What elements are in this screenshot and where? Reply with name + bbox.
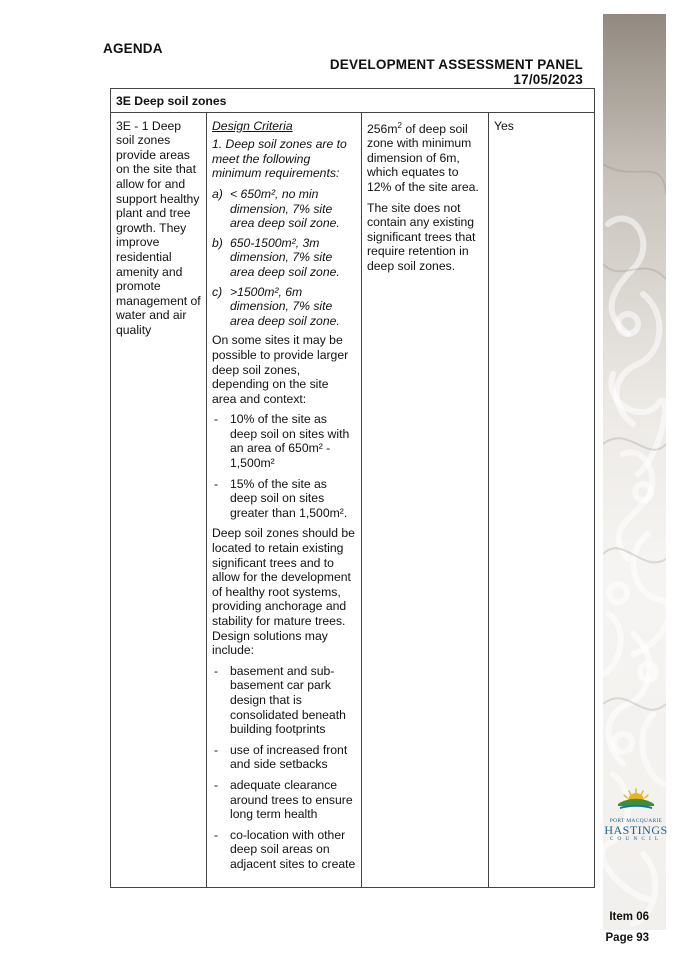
- comment-paragraph-1: [367, 119, 483, 195]
- larger-zones-intro: On some sites it may be possible to provide larger deep soil zones, depending on the site area and context:: [212, 333, 349, 406]
- sun-hills-icon: [616, 786, 656, 812]
- assessment-table: [110, 88, 595, 888]
- area-value: 256m: [367, 121, 398, 136]
- item-number: Item 06: [609, 911, 649, 923]
- location-intro: Deep soil zones should be located to retain existing significant trees and to allow for the development of healthy root systems, providing anchorage and stability for mature trees. Design solutions may include:: [212, 526, 355, 658]
- table-row: [111, 112, 595, 887]
- area-superscript: 2: [397, 120, 402, 130]
- list-item: [212, 187, 356, 231]
- list-item: [212, 236, 356, 280]
- list-item: - 15% of the site as deep soil on sites greater than 1,500m².: [212, 477, 356, 521]
- criteria-intro: 1. Deep soil zones are to meet the following minimum requirements:: [212, 137, 347, 181]
- comment-cell: [362, 112, 489, 887]
- list-item: - adequate clearance around trees to ensure long term health: [212, 778, 356, 822]
- page-number: Page 93: [605, 932, 649, 944]
- logo-line-1: PORT MACQUARIE: [609, 818, 663, 824]
- logo-line-2: HASTINGS: [604, 823, 668, 837]
- objective-cell: [111, 112, 207, 887]
- section-heading: 3E Deep soil zones: [111, 89, 595, 113]
- meeting-date: 17/05/2023: [513, 72, 583, 87]
- list-item-text: < 650m², no min dimension, 7% site area deep soil zone.: [230, 186, 340, 231]
- list-marker: a): [212, 186, 223, 201]
- list-item: - co-location with other deep soil areas on adjacent sites to create: [212, 828, 356, 872]
- compliance-cell: [489, 112, 595, 887]
- list-item: - basement and sub-basement car park design that is consolidated beneath building footprints: [212, 664, 356, 737]
- criteria-cell: [207, 112, 362, 887]
- list-marker: b): [212, 235, 223, 250]
- requirements-list: [212, 187, 356, 328]
- list-item: - 10% of the site as deep soil on sites with an area of 650m² - 1,500m²: [212, 412, 356, 470]
- panel-name: DEVELOPMENT ASSESSMENT PANEL: [329, 57, 583, 72]
- design-solutions-list: [212, 664, 356, 872]
- larger-zones-list: [212, 412, 356, 520]
- logo-line-3: COUNCIL: [609, 836, 663, 842]
- section-row: [111, 89, 595, 113]
- compliance-value: Yes: [494, 118, 514, 133]
- list-item-text: 650-1500m², 3m dimension, 7% site area deep soil zone.: [230, 235, 340, 279]
- list-item-text: >1500m², 6m dimension, 7% site area deep soil zone.: [230, 284, 340, 328]
- panel-title: [330, 57, 583, 87]
- comment-text: of deep soil zone with minimum dimension of 6m, which equates to 12% of the site area.: [367, 121, 479, 195]
- list-item: [212, 285, 356, 329]
- criteria-heading: Design Criteria: [212, 118, 293, 133]
- list-marker: c): [212, 284, 223, 299]
- comment-paragraph-2: The site does not contain any existing significant trees that require retention in deep soil zones.: [367, 200, 476, 273]
- objective-text: 3E - 1 Deep soil zones provide areas on the site that allow for and support healthy plant and tree growth. They improve residential amenity and promote management of water and air quality: [116, 118, 201, 337]
- list-item: - use of increased front and side setbacks: [212, 743, 356, 772]
- agenda-heading: AGENDA: [103, 41, 163, 56]
- council-logo: [602, 786, 670, 842]
